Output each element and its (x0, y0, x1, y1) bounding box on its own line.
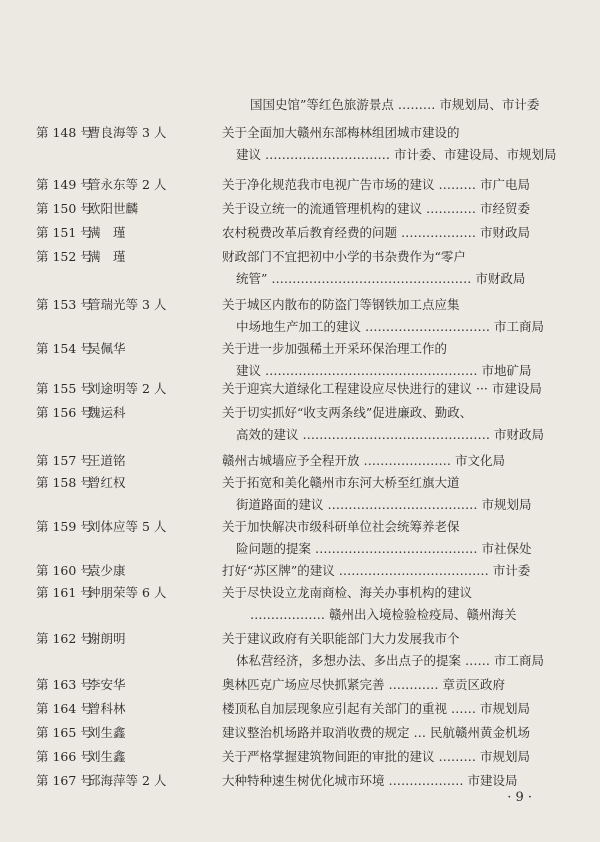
entry-number: 第 162 号 (36, 631, 93, 646)
entry-title-line: 财政部门不宜把初中小学的书杂费作为“零户 (222, 249, 466, 264)
entry-number: 第 149 号 (36, 177, 93, 192)
entry-title-line: 农村税费改革后教育经费的问题 ……………… 市财政局 (222, 225, 530, 240)
entry-number: 第 152 号 (36, 249, 93, 264)
entry-title-line: 大种特种速生树优化城市环境 ……………… 市建设局 (222, 773, 518, 788)
entry-author: 王道铭 (88, 453, 126, 468)
entry-author: 邱海萍等 2 人 (88, 773, 167, 788)
entry-title-line: 关于严格掌握建筑物间距的审批的建议 ……… 市规划局 (222, 749, 530, 764)
entry-number: 第 157 号 (36, 453, 93, 468)
entry-number: 第 156 号 (36, 405, 93, 420)
entry-title-line: 国国史馆”等红色旅游景点 ……… 市规划局、市计委 (250, 97, 540, 112)
entry-number: 第 154 号 (36, 341, 93, 356)
entry-title-line: 中场地生产加工的建议 ………………………… 市工商局 (236, 319, 544, 334)
entry-title-line: 打好“苏区牌”的建议 ……………………………… 市计委 (222, 563, 531, 578)
entry-title-line: 关于全面加大赣州东部梅林组团城市建设的 (222, 125, 460, 140)
entry-title-line: 关于建议政府有关职能部门大力发展我市个 (222, 631, 460, 646)
entry-title-line: 体私营经济，多想办法、多出点子的提案 …… 市工商局 (236, 653, 544, 668)
entry-title-line: 建议整治机场路并取消收费的规定 … 民航赣州黄金机场 (222, 725, 530, 740)
entry-title-line: 关于尽快设立龙南商检、海关办事机构的建议 (222, 585, 473, 600)
entry-author: 钟朋荣等 6 人 (88, 585, 167, 600)
entry-number: 第 160 号 (36, 563, 93, 578)
entry-author: 曾科林 (88, 701, 126, 716)
entry-title-line: 关于切实抓好“收支两条线”促进廉政、勤政、 (222, 405, 473, 420)
entry-author: 刘生鑫 (88, 749, 126, 764)
entry-title-line: 关于迎宾大道绿化工程建设应尽快进行的建议 ··· 市建设局 (222, 381, 542, 396)
entry-title-line: 高效的建议 ……………………………………… 市财政局 (236, 427, 544, 442)
entry-title-line: 赣州古城墙应予全程开放 ………………… 市文化局 (222, 453, 505, 468)
entry-title-line: 建议 ………………………… 市计委、市建设局、市规划局 (236, 147, 557, 162)
entry-author: 刘生鑫 (88, 725, 126, 740)
entry-author: 曹良海等 3 人 (88, 125, 167, 140)
entry-title-line: 关于进一步加强稀土开采环保治理工作的 (222, 341, 448, 356)
entry-title-line: 街道路面的建议 ……………………………… 市规划局 (236, 497, 532, 512)
entry-author: 谢朗明 (88, 631, 126, 646)
entry-title-line: 关于加快解决市级科研单位社会统筹养老保 (222, 519, 460, 534)
entry-number: 第 151 号 (36, 225, 93, 240)
entry-title-line: 关于拓宽和美化赣州市东河大桥至红旗大道 (222, 475, 460, 490)
entry-author: 管永东等 2 人 (88, 177, 167, 192)
page-number: · 9 · (507, 790, 532, 805)
entry-title-line: 统管” ………………………………………… 市财政局 (236, 271, 526, 286)
entry-title-line: 奥林匹克广场应尽快抓紧完善 ………… 章贡区政府 (222, 677, 505, 692)
entry-author: 刘途明等 2 人 (88, 381, 167, 396)
entry-number: 第 159 号 (36, 519, 93, 534)
entry-author: 李安华 (88, 677, 126, 692)
entry-author: 满 瑾 (88, 225, 126, 240)
entry-number: 第 161 号 (36, 585, 93, 600)
entry-number: 第 164 号 (36, 701, 93, 716)
entry-author: 曾红权 (88, 475, 126, 490)
entry-number: 第 166 号 (36, 749, 93, 764)
entry-title-line: 楼顶私自加层现象应引起有关部门的重视 …… 市规划局 (222, 701, 530, 716)
entry-number: 第 163 号 (36, 677, 93, 692)
entry-title-line: 关于城区内散布的防盗门等钢铁加工点应集 (222, 297, 460, 312)
entry-title-line: 关于净化规范我市电视广告市场的建议 ……… 市广电局 (222, 177, 530, 192)
entry-number: 第 150 号 (36, 201, 93, 216)
entry-title-line: 建议 …………………………………………… 市地矿局 (236, 363, 532, 378)
entry-number: 第 153 号 (36, 297, 93, 312)
entry-number: 第 167 号 (36, 773, 93, 788)
entry-number: 第 165 号 (36, 725, 93, 740)
entry-number: 第 155 号 (36, 381, 93, 396)
entry-title-line: 关于设立统一的流通管理机构的建议 ………… 市经贸委 (222, 201, 530, 216)
entry-author: 刘体应等 5 人 (88, 519, 167, 534)
entry-author: 吴佩华 (88, 341, 126, 356)
entry-author: 满 瑾 (88, 249, 126, 264)
entry-author: 欧阳世麟 (88, 201, 139, 216)
entry-author: 袁少康 (88, 563, 126, 578)
entry-number: 第 158 号 (36, 475, 93, 490)
entry-title-line: 险问题的提案 ………………………………… 市社保处 (236, 541, 532, 556)
entry-number: 第 148 号 (36, 125, 93, 140)
entry-author: 魏运科 (88, 405, 126, 420)
entry-title-line: ……………… 赣州出入境检验检疫局、赣州海关 (250, 607, 517, 622)
entry-author: 管瑞光等 3 人 (88, 297, 167, 312)
